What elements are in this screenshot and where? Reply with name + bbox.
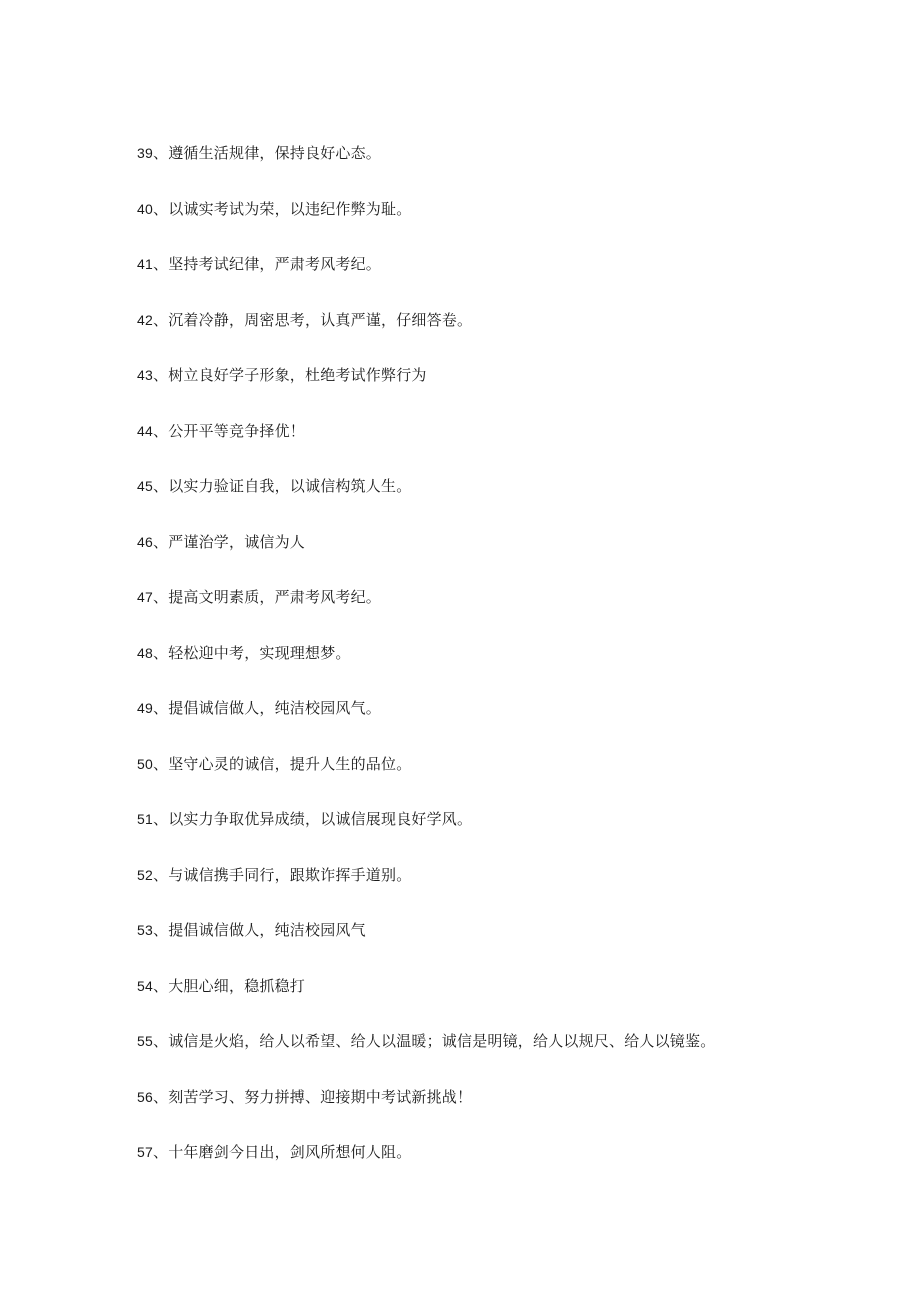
- list-item: [137, 917, 877, 973]
- item-number: 50: [137, 755, 153, 772]
- item-separator: 、: [152, 199, 169, 218]
- item-number: 49: [137, 700, 153, 716]
- item-text: 遵循生活规律，保持良好心态。: [168, 144, 381, 162]
- item-number: 39: [137, 145, 153, 161]
- list-item: [137, 1028, 877, 1084]
- item-number: 42: [137, 311, 153, 328]
- item-separator: 、: [152, 754, 169, 773]
- item-text: 刻苦学习、努力拼搏、迎接期中考试新挑战！: [168, 1087, 473, 1106]
- item-text: 严谨治学，诚信为人: [168, 532, 305, 551]
- list-item: [137, 196, 877, 252]
- item-number: 57: [137, 1144, 153, 1160]
- item-number: 44: [137, 422, 153, 439]
- item-separator: 、: [152, 144, 169, 162]
- item-number: 48: [137, 644, 153, 661]
- list-item: [137, 695, 877, 751]
- list-item: [137, 418, 877, 474]
- item-separator: 、: [152, 643, 169, 662]
- item-text: 坚守心灵的诚信，提升人生的品位。: [168, 754, 412, 773]
- item-text: 以实力验证自我，以诚信构筑人生。: [168, 477, 412, 495]
- item-number: 53: [137, 922, 153, 938]
- item-separator: 、: [152, 588, 169, 606]
- item-text: 诚信是火焰，给人以希望、给人以温暖；诚信是明镜，给人以规尺、给人以镜鉴。: [168, 1032, 716, 1050]
- item-number: 54: [137, 977, 153, 994]
- item-text: 提高文明素质，严肃考风考纪。: [168, 588, 381, 606]
- item-separator: 、: [152, 310, 169, 329]
- item-separator: 、: [152, 921, 169, 939]
- item-number: 47: [137, 589, 153, 605]
- item-number: 52: [137, 866, 153, 883]
- item-text: 提倡诚信做人，纯洁校园风气: [168, 921, 366, 939]
- item-separator: 、: [152, 1087, 169, 1106]
- list-item: [137, 1084, 877, 1140]
- item-number: 43: [137, 367, 153, 383]
- item-separator: 、: [152, 255, 169, 273]
- item-number: 40: [137, 200, 153, 217]
- item-separator: 、: [152, 810, 169, 828]
- slogan-list: [137, 140, 877, 1195]
- item-separator: 、: [152, 421, 169, 440]
- list-item: [137, 751, 877, 807]
- item-text: 与诚信携手同行，跟欺诈挥手道别。: [168, 865, 412, 884]
- item-text: 以诚实考试为荣，以违纪作弊为耻。: [168, 199, 412, 218]
- item-separator: 、: [152, 865, 169, 884]
- list-item: [137, 529, 877, 585]
- list-item: [137, 806, 877, 862]
- item-number: 45: [137, 478, 153, 494]
- item-number: 41: [137, 256, 153, 272]
- item-text: 轻松迎中考，实现理想梦。: [168, 643, 351, 662]
- list-item: [137, 973, 877, 1029]
- item-number: 56: [137, 1088, 153, 1105]
- item-separator: 、: [152, 366, 169, 384]
- item-text: 坚持考试纪律，严肃考风考纪。: [168, 255, 381, 273]
- list-item: [137, 473, 877, 529]
- list-item: [137, 1139, 877, 1195]
- item-text: 以实力争取优异成绩，以诚信展现良好学风。: [168, 810, 473, 828]
- item-separator: 、: [152, 1143, 169, 1161]
- item-number: 55: [137, 1033, 153, 1049]
- item-text: 提倡诚信做人，纯洁校园风气。: [168, 699, 381, 717]
- item-separator: 、: [152, 477, 169, 495]
- item-text: 沉着冷静，周密思考，认真严谨，仔细答卷。: [168, 310, 473, 329]
- item-number: 46: [137, 533, 153, 550]
- list-item: [137, 307, 877, 363]
- item-separator: 、: [152, 699, 169, 717]
- list-item: [137, 362, 877, 418]
- item-number: 51: [137, 811, 153, 827]
- item-separator: 、: [152, 976, 169, 995]
- list-item: [137, 251, 877, 307]
- item-separator: 、: [152, 1032, 169, 1050]
- item-separator: 、: [152, 532, 169, 551]
- item-text: 十年磨剑今日出，剑风所想何人阻。: [168, 1143, 412, 1161]
- list-item: [137, 862, 877, 918]
- list-item: [137, 584, 877, 640]
- item-text: 公开平等竞争择优！: [168, 421, 305, 440]
- list-item: [137, 640, 877, 696]
- item-text: 大胆心细，稳抓稳打: [168, 976, 305, 995]
- list-item: [137, 140, 877, 196]
- item-text: 树立良好学子形象，杜绝考试作弊行为: [168, 366, 427, 384]
